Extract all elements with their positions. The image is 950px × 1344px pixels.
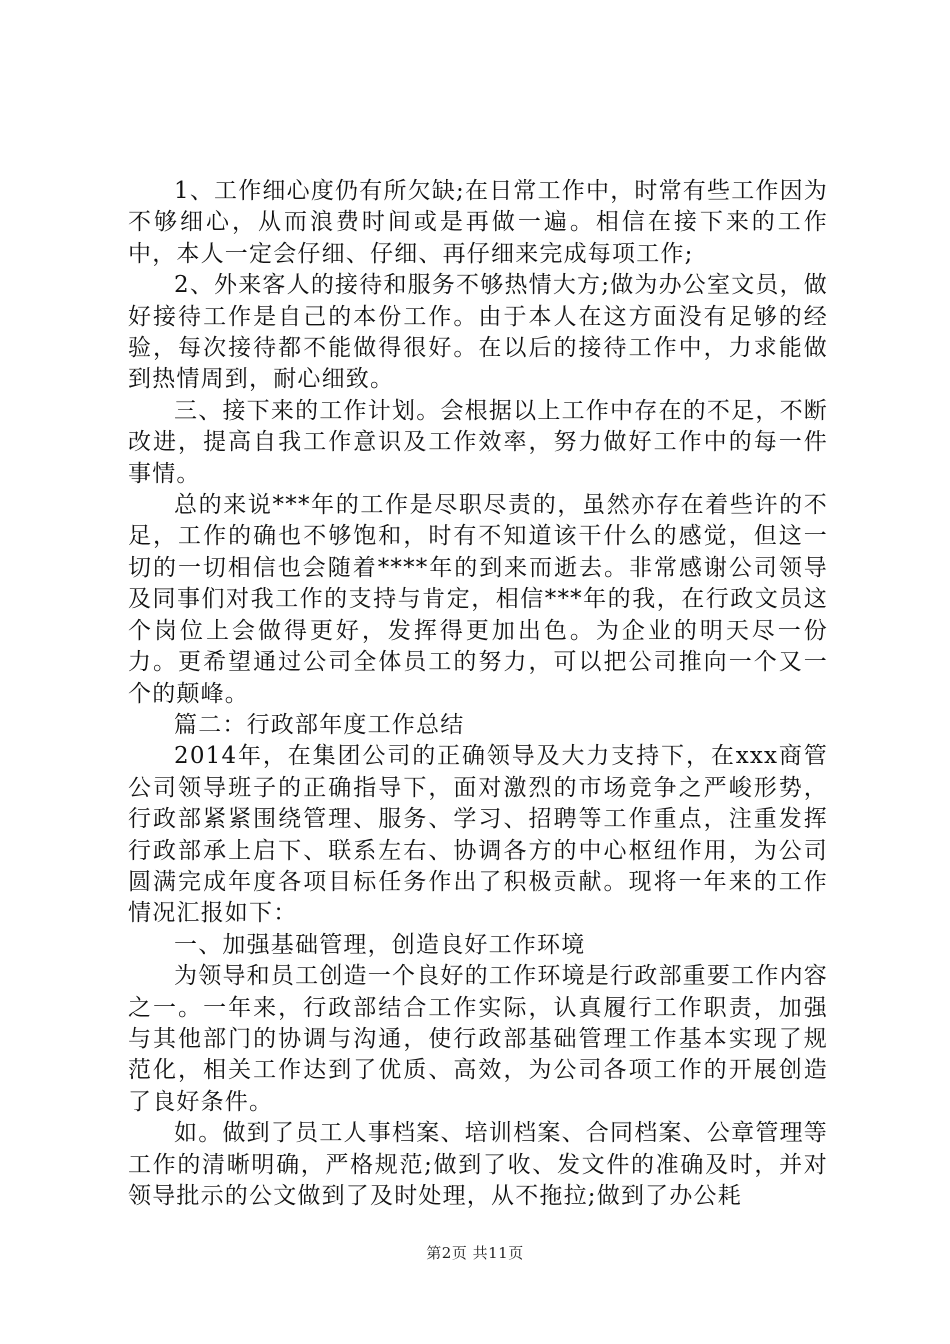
paragraph-work-environment: 为领导和员工创造一个良好的工作环境是行政部重要工作内容之一。一年来，行政部结合工作实际，认真履行工作职责，加强与其他部门的协调与沟通，使行政部基础管理工作基本实现了规范化，相关工作达到了优质、高效，为公司各项工作的开展创造了良好条件。 [128,963,828,1115]
page-number-footer: 第2页 共11页 [426,1244,524,1262]
section-title: 篇二：行政部年度工作总结 [174,711,465,738]
paragraph-shortcoming-2: 2、外来客人的接待和服务不够热情大方;做为办公室文员，做好接待工作是自己的本份工作。由于本人在这方面没有足够的经验，每次接待都不能做得很好。在以后的接待工作中，力求能做到热情周到，耐心细致。 [128,272,828,393]
paragraph-summary: 总的来说***年的工作是尽职尽责的，虽然亦存在着些许的不足，工作的确也不够饱和，时有不知道该干什么的感觉，但这一切的一切相信也会随着****年的到来而逝去。非常感谢公司领导及同事们对我工作的支持与肯定，相信***年的我，在行政文员这个岗位上会做得更好，发挥得更加出色。为企业的明天尽一份力。更希望通过公司全体员工的努力，可以把公司推向一个又一个的颠峰。 [128,492,828,707]
paragraph-examples: 如。做到了员工人事档案、培训档案、合同档案、公章管理等工作的清晰明确，严格规范;做到了收、发文件的准确及时，并对领导批示的公文做到了及时处理，从不拖拉;做到了办公耗 [128,1120,828,1209]
paragraph-shortcoming-1: 1、工作细心度仍有所欠缺;在日常工作中，时常有些工作因为不够细心，从而浪费时间或是再做一遍。相信在接下来的工作中，本人一定会仔细、仔细、再仔细来完成每项工作; [128,178,828,267]
subsection-heading: 一、加强基础管理，创造良好工作环境 [174,931,586,958]
paragraph-next-plan: 三、接下来的工作计划。会根据以上工作中存在的不足，不断改进，提高自我工作意识及工作效率，努力做好工作中的每一件事情。 [128,397,828,487]
paragraph-intro-2014: 2014年，在集团公司的正确领导及大力支持下，在xxx商管公司领导班子的正确指导下，面对激烈的市场竞争之严峻形势，行政部紧紧围绕管理、服务、学习、招聘等工作重点，注重发挥行政部承上启下、联系左右、协调各方的中心枢纽作用，为公司圆满完成年度各项目标任务作出了积极贡献。现将一年来的工作情况汇报如下： [128,743,828,927]
document-body [128,176,828,1212]
